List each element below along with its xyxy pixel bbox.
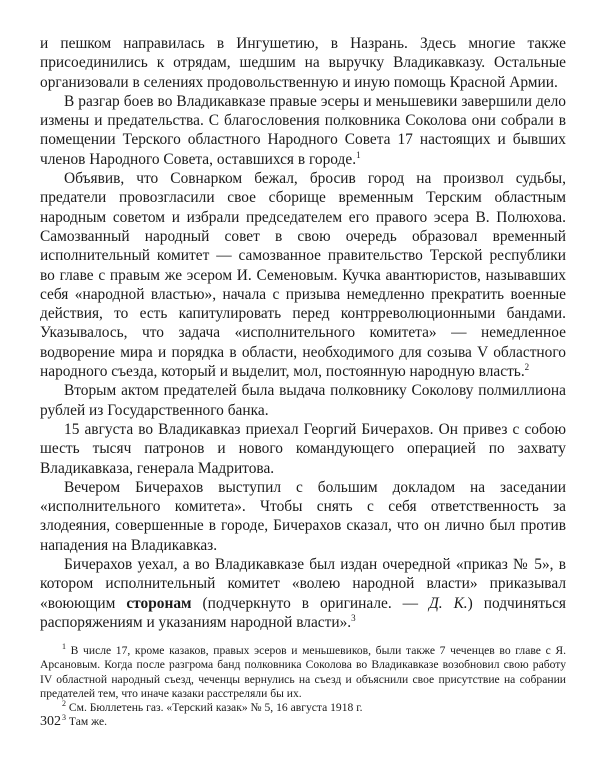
paragraph-2-text: В разгар боев во Владикавказе правые эсеры и меньшевики завершили дело измены и предательства. С благословения полковника Соколова они собрали в помещении Терского областного Народного Совета 17 настоящих и бывших членов Народного Совета, оставшихся в городе. [40, 92, 566, 168]
footnote-1 [40, 644, 566, 701]
footnote-3 [40, 715, 566, 729]
page-number: 302 [40, 714, 61, 729]
footnote-2 [40, 701, 566, 715]
footnote-1-mark: 1 [62, 642, 66, 652]
paragraph-7-text-a: Бичерахов уехал, а во Владикавказе был издан очередной «приказ № 5», в котором исполнительный комитет «волею народной власти» приказывал «воюющим [40, 556, 566, 612]
footnote-ref-2: 2 [524, 361, 530, 372]
footnote-3-text: Там же. [68, 715, 107, 729]
paragraph-3 [40, 169, 566, 381]
paragraph-7-text-b: (подчеркнуто в оригинале. — [191, 594, 429, 612]
paragraph-6: Вечером Бичерахов выступил с большим докладом на заседании «исполнительного комитета». Чтобы снять с себя ответственность за злодеяния, совершенные в городе, Бичерахов сказал, что он лично был против нападения на Владикавказ. [40, 478, 566, 554]
paragraph-5: 15 августа во Владикавказ приехал Георгий Бичерахов. Он привез с собою шесть тысяч патронов и нового командующего операцией по захвату Владикавказа, генерала Мадритова. [40, 420, 566, 477]
footnote-ref-3: 3 [351, 612, 356, 623]
footnote-ref-1: 1 [356, 149, 361, 160]
paragraph-1: и пешком направилась в Ингушетию, в Назрань. Здесь многие также присоединились к отрядам, шедшим на выручку Владикавказу. Остальные организовали в селениях продовольственную и иную помощь Красной Армии. [40, 35, 566, 91]
paragraph-7-author-initials: Д. К. [428, 594, 468, 612]
footnotes [40, 644, 566, 729]
footnote-1-text: В числе 17, кроме казаков, правых эсеров и меньшевиков, были также 7 чеченцев во главе с Я. Арсановым. Когда после разгрома банд полковника Соколова во Владикавказе возобновил свою работу IV областной народный съезд, чеченцы вернулись на съезд и объяснили свое присутствие на собрании предателей тем, что иначе казаки расстреляли бы их. [40, 644, 566, 700]
paragraph-7-text-c: ) подчиняться распоряжениям и указаниям народной власти». [40, 594, 566, 631]
paragraph-7 [40, 555, 566, 632]
paragraph-2 [40, 92, 566, 169]
footnote-3-mark: 3 [62, 713, 66, 723]
main-text [40, 34, 566, 632]
paragraph-3-text: Объявив, что Совнарком бежал, бросив город на произвол судьбы, предатели провозгласили свое сборище временным Терским областным народным советом и избрали председателем его правого эсера В. Полюхова. Самозванный народный совет в свою очередь образовал временный исполнительный комитет — самозванное правительство Терской республики во главе с правым же эсером И. Семеновым. Кучка авантюристов, называвших себя «народной властью», начала с призыва немедленно прекратить военные действия, то есть капитулировать перед контрреволюционными бандами. Указывалось, что задача «исполнительного комитета» — немедленное водворение мира и порядка в области, необходимого для созыва V областного народного съезда, который и выделит, мол, постоянную народную власть. [40, 170, 566, 381]
paragraph-7-emphasis: сторонам [126, 594, 192, 612]
footnote-2-mark: 2 [62, 699, 66, 709]
paragraph-4: Вторым актом предателей была выдача полковнику Соколову полмиллиона рублей из Государственного банка. [40, 382, 566, 419]
footnote-2-text: См. Бюллетень газ. «Терский казак» № 5, 16 августа 1918 г. [68, 701, 363, 715]
